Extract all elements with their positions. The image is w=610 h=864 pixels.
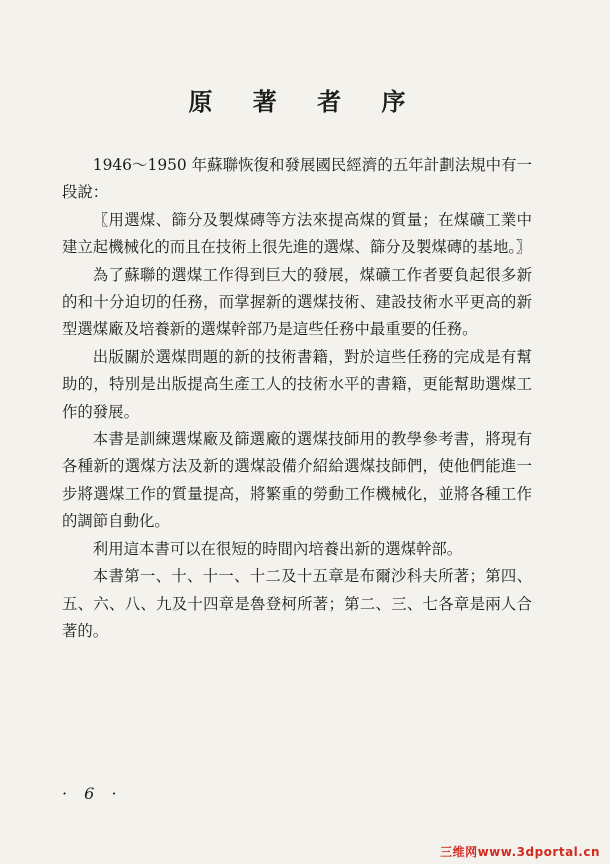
page-title: 原 著 者 序 <box>188 87 422 116</box>
paragraph-6: 利用這本書可以在很短的時間內培養出新的選煤幹部。 <box>92 539 463 558</box>
preface-body <box>62 152 532 645</box>
paragraph-5: 本書是訓練選煤廠及篩選廠的選煤技師用的教學參考書，將現有各種新的選煤方法及新的選煤設備介紹給選煤技師們，使他們能進一步將選煤工作的質量提高，將繁重的勞動工作機械化，並將各種工作的調節自動化。 <box>62 430 532 531</box>
paragraph-1: 1946～1950 年蘇聯恢復和發展國民經濟的五年計劃法規中有一段說： <box>62 156 532 202</box>
watermark: 三维网www.3dportal.cn <box>440 845 600 859</box>
paragraph-3: 為了蘇聯的選煤工作得到巨大的發展，煤礦工作者要負起很多新的和十分迫切的任務，而掌握新的選煤技術、建設技術水平更高的新型選煤廠及培養新的選煤幹部乃是這些任務中最重要的任務。 <box>62 265 532 339</box>
paragraph-4: 出版關於選煤問題的新的技術書籍，對於這些任務的完成是有幫助的，特別是出版提高生產工人的技術水平的書籍，更能幫助選煤工作的發展。 <box>62 347 532 421</box>
page-number: · 6 · <box>62 784 123 803</box>
paragraph-2: 〖用選煤、篩分及製煤磚等方法來提高煤的質量；在煤礦工業中建立起機械化的而且在技術上很先進的選煤、篩分及製煤磚的基地。〗 <box>62 210 532 257</box>
paragraph-7: 本書第一、十、十一、十二及十五章是布爾沙科夫所著；第四、五、六、八、九及十四章是魯登柯所著；第二、三、七各章是兩人合著的。 <box>62 567 532 640</box>
